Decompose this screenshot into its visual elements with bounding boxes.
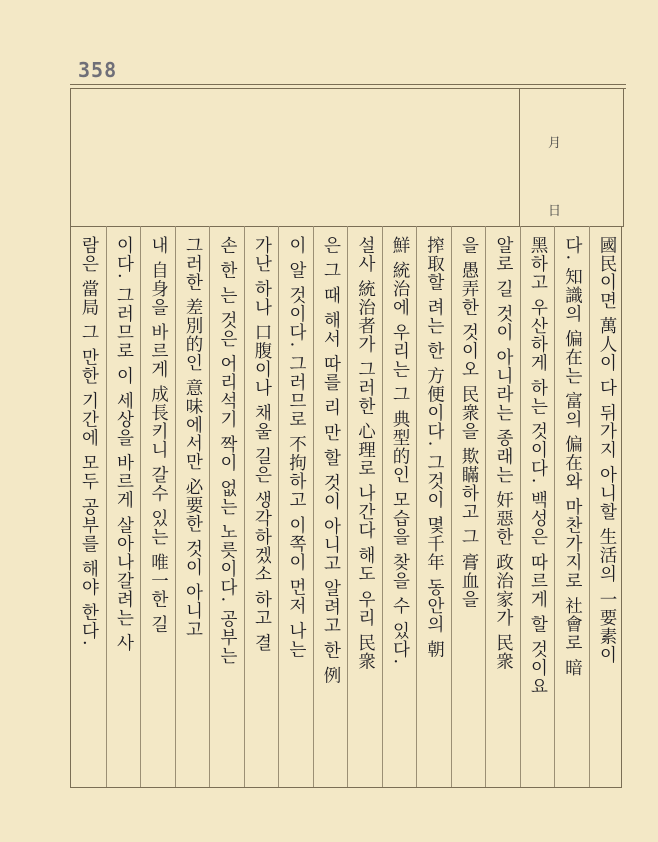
manuscript-column [140,226,175,787]
manuscript-line: 黑하고 우산하게 하는 것이다. 백성은 따르게 할 것이요 [528,236,548,696]
manuscript-column [244,226,279,787]
manuscript-column [209,226,244,787]
manuscript-grid [70,226,622,788]
manuscript-line: 내 自身을 바르게 成長키니 갈수 있는 唯一한 길 [148,236,169,634]
manuscript-line: 손 한 는 것은 어리석기 짝이 없는 노릇이다. 공부는 [217,236,238,666]
manuscript-line: 은 그 때 해서 따를 리 만 할 것이 아니고 알려고 한 例 [321,236,341,685]
month-label: 月 [548,136,562,151]
page-number-stamp: 358 [78,58,118,82]
manuscript-column [416,226,451,787]
manuscript-line: 알로 길 것이 아니라는 종래는 奸惡한 政治家가 民衆 [493,236,514,671]
manuscript-line: 이다. 그러므로 이 세상을 바르게 살아나갈려는 사 [114,236,134,652]
manuscript-line: 다. 知識의 偏在는 富의 偏在와 마찬가지로 社會로 暗 [562,236,583,678]
manuscript-column [451,226,486,787]
manuscript-line: 설사 統治者가 그러한 心理로 나간다 해도 우리 民衆 [355,236,376,671]
manuscript-column [175,226,210,787]
manuscript-line: 가난 하나 口腹이나 채울 길은 생각하겠소 하고 결 [252,236,272,652]
manuscript-column [382,226,417,787]
date-column [519,88,623,226]
manuscript-column [71,226,106,787]
manuscript-column [106,226,141,787]
manuscript-line: 람은 當局 그 만한 기간에 모두 공부를 해야 한다. [79,236,99,647]
manuscript-line: 鮮 統治에 우리는 그 典型的인 모습을 찾을 수 있다. [390,236,410,666]
manuscript-column [278,226,313,787]
manuscript-line: 搾取할 려는 한 方便이다. 그것이 몇千年 동안의 朝 [424,236,445,659]
manuscript-column [347,226,382,787]
manuscript-line: 그러한 差別的인 意味에서만 必要한 것이 아니고 [183,236,203,639]
manuscript-line: 이 알 것이다. 그러므로 不拘하고 이쪽이 먼저 나는 [286,236,307,659]
manuscript-column [313,226,348,787]
day-label: 日 [548,204,562,219]
manuscript-column [554,226,589,787]
manuscript-column [485,226,520,787]
manuscript-line: 國民이면 萬人이 다 뒤가지 아니할 生活의 一要素이 [597,236,617,664]
top-rule [70,84,626,85]
manuscript-column [520,226,555,787]
manuscript-line: 을 愚弄한 것이오 民衆을 欺瞞하고 그 膏血을 [459,236,479,609]
manuscript-column [589,226,624,787]
